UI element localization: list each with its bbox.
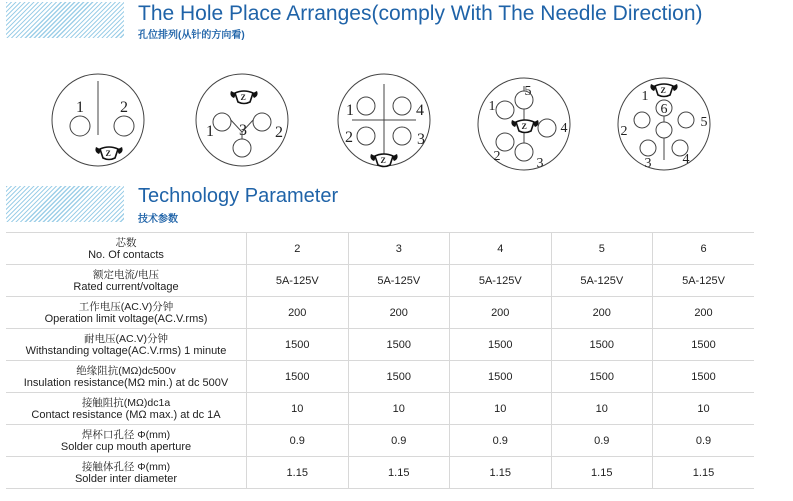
parameter-value: 1500 — [551, 329, 653, 361]
pin-label: 1 — [346, 102, 354, 119]
pin-label: 4 — [560, 121, 568, 136]
parameter-value: 0.9 — [450, 425, 552, 457]
parameter-label-cn: 焊杯口孔径 Φ(mm) — [81, 428, 171, 441]
parameter-value: 1.15 — [348, 457, 450, 489]
pin-label: 3 — [644, 156, 652, 171]
parameter-value: 1500 — [450, 361, 552, 393]
parameter-value: 1.15 — [653, 457, 755, 489]
parameter-value: 5A-125V — [450, 265, 552, 297]
table-row — [6, 265, 754, 297]
parameter-value: 1.15 — [551, 457, 653, 489]
table-row — [6, 425, 754, 457]
pin-label: 1 — [76, 99, 84, 116]
parameter-label-en: Solder inter diameter — [74, 472, 178, 485]
parameter-value: 1.15 — [450, 457, 552, 489]
pin-label: 3 — [239, 122, 247, 139]
parameter-label — [6, 297, 247, 329]
parameter-value: 6 — [653, 233, 755, 265]
table-row — [6, 457, 754, 489]
parameter-value: 1500 — [348, 361, 450, 393]
pin-label: 5 — [700, 115, 708, 130]
parameter-label-en: No. Of contacts — [88, 248, 164, 261]
parameter-value: 200 — [653, 297, 755, 329]
section-decoration-stripes — [6, 2, 124, 38]
parameter-value: 200 — [450, 297, 552, 329]
parameter-label — [6, 425, 247, 457]
parameter-value: 200 — [551, 297, 653, 329]
pin-label: 1 — [206, 123, 214, 140]
parameter-value: 5A-125V — [551, 265, 653, 297]
parameter-value: 0.9 — [653, 425, 755, 457]
parameter-label — [6, 393, 247, 425]
table-row — [6, 329, 754, 361]
pin-label: 4 — [682, 152, 690, 167]
parameter-label-en: Withstanding voltage(AC.V.rms) 1 minute — [25, 344, 227, 357]
pin-label: 2 — [120, 99, 128, 116]
pin-diagram-2 — [52, 74, 144, 166]
parameter-label — [6, 361, 247, 393]
parameter-label-cn: 工作电压(AC.V)分钟 — [78, 300, 174, 313]
pin-diagram-6 — [618, 78, 710, 171]
parameter-value: 5A-125V — [653, 265, 755, 297]
parameter-value: 10 — [551, 393, 653, 425]
parameter-value: 10 — [450, 393, 552, 425]
parameter-value: 2 — [247, 233, 349, 265]
parameter-value: 1500 — [247, 329, 349, 361]
parameter-label-en: Rated current/voltage — [73, 280, 179, 293]
parameter-value: 0.9 — [348, 425, 450, 457]
parameter-label — [6, 329, 247, 361]
pin-label: 2 — [345, 129, 353, 146]
pin-label: 3 — [536, 156, 544, 171]
pin-label: 5 — [524, 84, 532, 99]
pin-label: 2 — [620, 124, 628, 139]
pin-label: 1 — [488, 99, 496, 114]
parameter-label-en: Insulation resistance(MΩ min.) at dc 500V — [23, 376, 229, 389]
parameter-label — [6, 457, 247, 489]
parameter-label-en: Contact resistance (MΩ max.) at dc 1A — [31, 408, 221, 421]
table-row — [6, 297, 754, 329]
parameter-label-cn: 接触阻抗(MΩ)dc1a — [81, 396, 171, 409]
parameter-value: 1500 — [450, 329, 552, 361]
parameter-value: 1500 — [348, 329, 450, 361]
pin-layout-diagrams — [0, 60, 793, 190]
technology-parameter-subtitle: 技术参数 — [138, 214, 178, 225]
parameter-label-en: Solder cup mouth aperture — [60, 440, 192, 453]
parameter-value: 5 — [551, 233, 653, 265]
parameter-value: 3 — [348, 233, 450, 265]
parameter-label — [6, 265, 247, 297]
pin-label: 2 — [493, 149, 501, 164]
table-row — [6, 393, 754, 425]
pin-label: 6 — [660, 102, 668, 117]
parameter-value: 4 — [450, 233, 552, 265]
technology-parameter-title: Technology Parameter — [138, 185, 339, 207]
parameter-table — [6, 232, 754, 489]
section-decoration-stripes — [6, 186, 124, 222]
parameter-label-en: Operation limit voltage(AC.V.rms) — [44, 312, 208, 325]
parameter-label-cn: 绝缘阻抗(MΩ)dc500v — [76, 364, 176, 377]
hole-arrangement-subtitle: 孔位排列(从针的方向看) — [138, 30, 245, 41]
parameter-value: 5A-125V — [348, 265, 450, 297]
parameter-value: 1.15 — [247, 457, 349, 489]
pin-diagram-4 — [338, 74, 430, 167]
parameter-value: 0.9 — [551, 425, 653, 457]
pin-label: 3 — [417, 131, 425, 148]
parameter-label-cn: 接触体孔径 Φ(mm) — [81, 460, 171, 473]
parameter-label-cn: 芯数 — [115, 236, 137, 249]
parameter-value: 200 — [348, 297, 450, 329]
parameter-label-cn: 额定电流/电压 — [93, 268, 159, 281]
parameter-label-cn: 耐电压(AC.V)分钟 — [84, 332, 168, 345]
parameter-value: 200 — [247, 297, 349, 329]
table-row — [6, 233, 754, 265]
pin-diagram-3 — [196, 74, 288, 166]
parameter-value: 5A-125V — [247, 265, 349, 297]
pin-diagram-5 — [478, 78, 570, 171]
parameter-value: 10 — [247, 393, 349, 425]
parameter-value: 1500 — [247, 361, 349, 393]
pin-label: 2 — [275, 124, 283, 141]
parameter-value: 10 — [348, 393, 450, 425]
parameter-value: 1500 — [653, 361, 755, 393]
parameter-value: 1500 — [653, 329, 755, 361]
hole-arrangement-title: The Hole Place Arranges(comply With The Needle Direction) — [138, 2, 703, 25]
parameter-value: 1500 — [551, 361, 653, 393]
parameter-label — [6, 233, 247, 265]
table-row — [6, 361, 754, 393]
pin-label: 1 — [641, 89, 649, 104]
parameter-value: 0.9 — [247, 425, 349, 457]
pin-label: 4 — [416, 102, 424, 119]
parameter-value: 10 — [653, 393, 755, 425]
